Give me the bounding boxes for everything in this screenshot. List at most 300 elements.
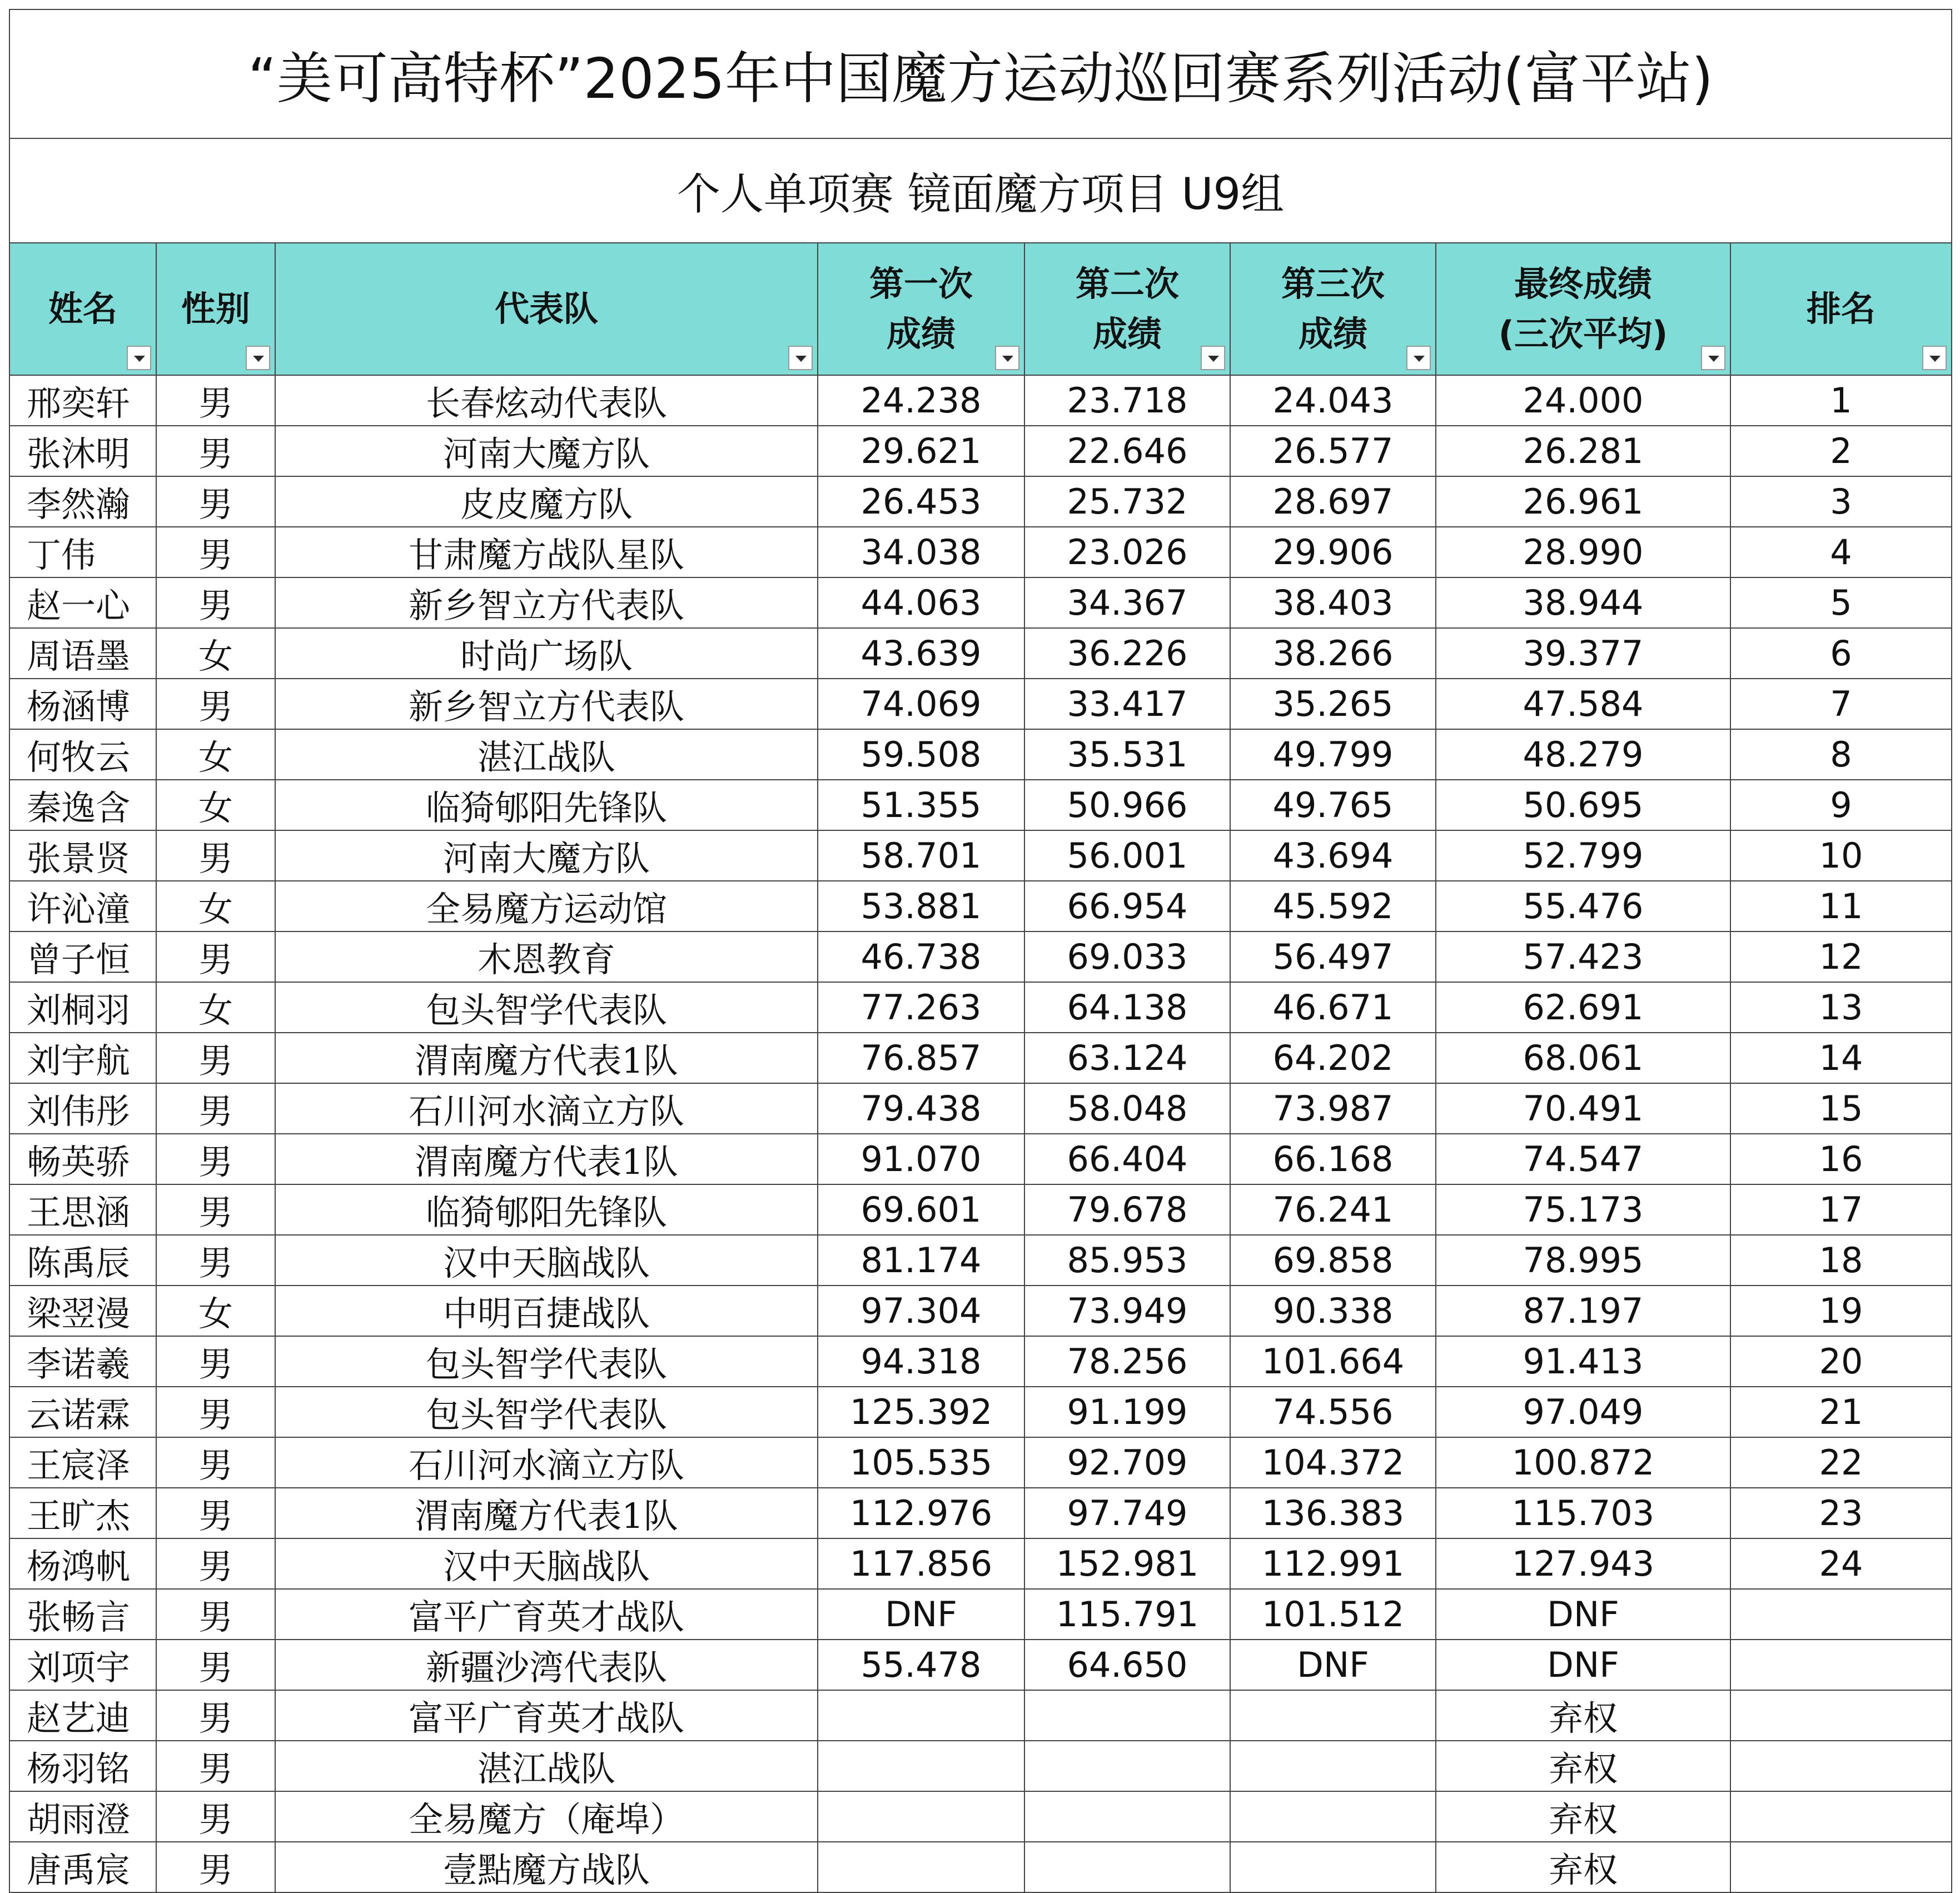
cell-rank[interactable]: 17	[1730, 1184, 1952, 1235]
header-gender	[156, 243, 275, 375]
cell-round3[interactable]: 112.991	[1230, 1538, 1436, 1589]
cell-final[interactable]: 39.377	[1436, 628, 1730, 679]
cell-final[interactable]: 100.872	[1436, 1437, 1730, 1488]
table-row	[9, 1235, 1952, 1286]
cell-round1[interactable]: 112.976	[818, 1488, 1024, 1538]
cell-team[interactable]: 石川河水滴立方队	[275, 1083, 818, 1134]
table-row	[9, 1336, 1952, 1387]
cell-round1[interactable]: 97.304	[818, 1286, 1024, 1336]
cell-rank[interactable]: 15	[1730, 1083, 1952, 1134]
cell-gender[interactable]: 男	[156, 1791, 275, 1842]
cell-name[interactable]: 李诺羲	[9, 1336, 156, 1387]
cell-round3[interactable]: 46.671	[1230, 982, 1436, 1033]
cell-round1[interactable]: 34.038	[818, 527, 1024, 577]
cell-gender[interactable]: 男	[156, 527, 275, 577]
header-round2-line2: 成绩	[1092, 313, 1162, 354]
table-row	[9, 1640, 1952, 1690]
cell-name[interactable]: 张景贤	[9, 830, 156, 881]
cell-final[interactable]: DNF	[1436, 1589, 1730, 1640]
cell-gender[interactable]: 男	[156, 1589, 275, 1640]
header-round1	[818, 243, 1024, 375]
cell-team[interactable]: 富平广育英才战队	[275, 1589, 818, 1640]
dropdown-arrow-icon[interactable]	[1406, 346, 1431, 370]
cell-name[interactable]: 邢奕轩	[9, 375, 156, 426]
cell-round2[interactable]: 35.531	[1024, 729, 1230, 780]
cell-rank[interactable]: 14	[1730, 1033, 1952, 1083]
cell-final[interactable]: 62.691	[1436, 982, 1730, 1033]
cell-final[interactable]: 28.990	[1436, 527, 1730, 577]
cell-round2[interactable]	[1024, 1690, 1230, 1741]
cell-rank[interactable]: 5	[1730, 577, 1952, 628]
cell-team[interactable]: 临猗郇阳先锋队	[275, 1184, 818, 1235]
cell-round3[interactable]: 45.592	[1230, 881, 1436, 931]
cell-team[interactable]: 湛江战队	[275, 729, 818, 780]
cell-rank[interactable]: 3	[1730, 476, 1952, 527]
cell-round1[interactable]: 51.355	[818, 780, 1024, 830]
cell-rank[interactable]: 10	[1730, 830, 1952, 881]
table-row	[9, 577, 1952, 628]
cell-round1[interactable]: 77.263	[818, 982, 1024, 1033]
cell-round2[interactable]: 22.646	[1024, 426, 1230, 476]
cell-round2[interactable]: 66.404	[1024, 1134, 1230, 1184]
cell-team[interactable]: 新乡智立方代表队	[275, 577, 818, 628]
cell-gender[interactable]: 男	[156, 1437, 275, 1488]
cell-name[interactable]: 王思涵	[9, 1184, 156, 1235]
cell-team[interactable]: 皮皮魔方队	[275, 476, 818, 527]
cell-name[interactable]: 曾子恒	[9, 931, 156, 982]
cell-name[interactable]: 刘宇航	[9, 1033, 156, 1083]
table-row	[9, 1083, 1952, 1134]
cell-round3[interactable]: 64.202	[1230, 1033, 1436, 1083]
cell-round2[interactable]: 78.256	[1024, 1336, 1230, 1387]
table-row	[9, 476, 1952, 527]
cell-round3[interactable]: 49.799	[1230, 729, 1436, 780]
cell-final[interactable]: 68.061	[1436, 1033, 1730, 1083]
cell-name[interactable]: 畅英骄	[9, 1134, 156, 1184]
results-sheet	[9, 9, 1951, 1893]
cell-gender[interactable]: 男	[156, 931, 275, 982]
cell-round3[interactable]: 49.765	[1230, 780, 1436, 830]
cell-team[interactable]: 渭南魔方代表1队	[275, 1033, 818, 1083]
cell-name[interactable]: 云诺霖	[9, 1387, 156, 1437]
cell-rank[interactable]: 24	[1730, 1538, 1952, 1589]
cell-round2[interactable]: 91.199	[1024, 1387, 1230, 1437]
cell-gender[interactable]: 男	[156, 1842, 275, 1892]
cell-rank[interactable]: 18	[1730, 1235, 1952, 1286]
cell-final[interactable]: 弃权	[1436, 1842, 1730, 1892]
cell-gender[interactable]: 女	[156, 881, 275, 931]
cell-round1[interactable]: 79.438	[818, 1083, 1024, 1134]
cell-rank[interactable]: 8	[1730, 729, 1952, 780]
cell-final[interactable]: 97.049	[1436, 1387, 1730, 1437]
cell-rank[interactable]: 16	[1730, 1134, 1952, 1184]
cell-rank[interactable]	[1730, 1589, 1952, 1640]
table-row	[9, 931, 1952, 982]
cell-final[interactable]: 弃权	[1436, 1741, 1730, 1791]
cell-round2[interactable]: 33.417	[1024, 679, 1230, 729]
cell-team[interactable]: 中明百捷战队	[275, 1286, 818, 1336]
table-row	[9, 1791, 1952, 1842]
cell-team[interactable]: 河南大魔方队	[275, 830, 818, 881]
cell-name[interactable]: 赵一心	[9, 577, 156, 628]
cell-name[interactable]: 刘伟彤	[9, 1083, 156, 1134]
cell-final[interactable]: 55.476	[1436, 881, 1730, 931]
cell-gender[interactable]: 女	[156, 729, 275, 780]
cell-name[interactable]: 许沁潼	[9, 881, 156, 931]
cell-rank[interactable]: 4	[1730, 527, 1952, 577]
cell-round3[interactable]: 26.577	[1230, 426, 1436, 476]
cell-round3[interactable]	[1230, 1690, 1436, 1741]
cell-team[interactable]: 全易魔方（庵埠）	[275, 1791, 818, 1842]
table-row	[9, 982, 1952, 1033]
cell-round3[interactable]: 28.697	[1230, 476, 1436, 527]
table-row	[9, 1134, 1952, 1184]
cell-final[interactable]: 47.584	[1436, 679, 1730, 729]
cell-round1[interactable]: DNF	[818, 1589, 1024, 1640]
cell-final[interactable]: 115.703	[1436, 1488, 1730, 1538]
cell-name[interactable]: 陈禹辰	[9, 1235, 156, 1286]
cell-final[interactable]: 48.279	[1436, 729, 1730, 780]
cell-round2[interactable]: 56.001	[1024, 830, 1230, 881]
cell-gender[interactable]: 男	[156, 1184, 275, 1235]
table-row	[9, 830, 1952, 881]
header-round1-line2: 成绩	[886, 313, 956, 354]
cell-name[interactable]: 周语墨	[9, 628, 156, 679]
table-row	[9, 729, 1952, 780]
cell-name[interactable]: 唐禹宸	[9, 1842, 156, 1892]
cell-round2[interactable]: 92.709	[1024, 1437, 1230, 1488]
cell-round2[interactable]: 64.650	[1024, 1640, 1230, 1690]
cell-round3[interactable]: 104.372	[1230, 1437, 1436, 1488]
cell-team[interactable]: 渭南魔方代表1队	[275, 1488, 818, 1538]
cell-team[interactable]: 汉中天脑战队	[275, 1235, 818, 1286]
header-round2-line1: 第二次	[1075, 263, 1179, 305]
cell-rank[interactable]: 23	[1730, 1488, 1952, 1538]
cell-final[interactable]: 78.995	[1436, 1235, 1730, 1286]
cell-rank[interactable]: 1	[1730, 375, 1952, 426]
cell-round3[interactable]: 24.043	[1230, 375, 1436, 426]
cell-team[interactable]: 渭南魔方代表1队	[275, 1134, 818, 1184]
cell-round1[interactable]: 24.238	[818, 375, 1024, 426]
cell-round2[interactable]: 64.138	[1024, 982, 1230, 1033]
cell-gender[interactable]: 女	[156, 982, 275, 1033]
column-header-row	[9, 243, 1952, 375]
cell-final[interactable]: 26.281	[1436, 426, 1730, 476]
cell-round3[interactable]: 101.664	[1230, 1336, 1436, 1387]
cell-name[interactable]: 杨涵博	[9, 679, 156, 729]
cell-round3[interactable]	[1230, 1741, 1436, 1791]
cell-round1[interactable]: 94.318	[818, 1336, 1024, 1387]
cell-final[interactable]: 127.943	[1436, 1538, 1730, 1589]
cell-round1[interactable]: 125.392	[818, 1387, 1024, 1437]
header-final-line2: (三次平均)	[1498, 313, 1668, 354]
cell-team[interactable]: 湛江战队	[275, 1741, 818, 1791]
cell-round3[interactable]	[1230, 1791, 1436, 1842]
cell-round1[interactable]: 46.738	[818, 931, 1024, 982]
cell-round2[interactable]: 73.949	[1024, 1286, 1230, 1336]
cell-gender[interactable]: 男	[156, 830, 275, 881]
table-row	[9, 1842, 1952, 1892]
cell-round3[interactable]: 73.987	[1230, 1083, 1436, 1134]
cell-final[interactable]: DNF	[1436, 1640, 1730, 1690]
cell-rank[interactable]: 20	[1730, 1336, 1952, 1387]
dropdown-arrow-icon[interactable]	[246, 346, 270, 370]
cell-round3[interactable]: 38.266	[1230, 628, 1436, 679]
header-rank-label: 排名	[1807, 288, 1876, 330]
cell-round2[interactable]: 34.367	[1024, 577, 1230, 628]
table-row	[9, 628, 1952, 679]
cell-final[interactable]: 弃权	[1436, 1791, 1730, 1842]
cell-team[interactable]: 富平广育英才战队	[275, 1690, 818, 1741]
cell-round3[interactable]	[1230, 1842, 1436, 1892]
cell-name[interactable]: 张沐明	[9, 426, 156, 476]
cell-team[interactable]: 汉中天脑战队	[275, 1538, 818, 1589]
cell-rank[interactable]: 12	[1730, 931, 1952, 982]
header-rank	[1730, 243, 1952, 375]
cell-rank[interactable]: 9	[1730, 780, 1952, 830]
cell-round1[interactable]: 26.453	[818, 476, 1024, 527]
cell-round1[interactable]: 59.508	[818, 729, 1024, 780]
cell-gender[interactable]: 女	[156, 628, 275, 679]
cell-round1[interactable]: 74.069	[818, 679, 1024, 729]
cell-round2[interactable]: 79.678	[1024, 1184, 1230, 1235]
cell-round2[interactable]: 36.226	[1024, 628, 1230, 679]
cell-name[interactable]: 梁翌漫	[9, 1286, 156, 1336]
cell-gender[interactable]: 男	[156, 1640, 275, 1690]
cell-round1[interactable]: 53.881	[818, 881, 1024, 931]
cell-round1[interactable]	[818, 1791, 1024, 1842]
cell-rank[interactable]	[1730, 1741, 1952, 1791]
cell-round2[interactable]: 23.718	[1024, 375, 1230, 426]
table-row	[9, 1690, 1952, 1741]
header-final-line1: 最终成绩	[1514, 263, 1652, 305]
cell-round2[interactable]	[1024, 1791, 1230, 1842]
table-row	[9, 1488, 1952, 1538]
table-row	[9, 1741, 1952, 1791]
cell-round2[interactable]: 152.981	[1024, 1538, 1230, 1589]
cell-team[interactable]: 包头智学代表队	[275, 1387, 818, 1437]
cell-name[interactable]: 李然瀚	[9, 476, 156, 527]
cell-final[interactable]: 87.197	[1436, 1286, 1730, 1336]
cell-rank[interactable]	[1730, 1791, 1952, 1842]
cell-name[interactable]: 胡雨澄	[9, 1791, 156, 1842]
cell-rank[interactable]: 13	[1730, 982, 1952, 1033]
cell-rank[interactable]	[1730, 1640, 1952, 1690]
cell-round3[interactable]: 66.168	[1230, 1134, 1436, 1184]
cell-team[interactable]: 包头智学代表队	[275, 1336, 818, 1387]
cell-rank[interactable]	[1730, 1690, 1952, 1741]
results-body	[9, 375, 1952, 1892]
dropdown-arrow-icon[interactable]	[788, 346, 813, 370]
cell-name[interactable]: 刘桐羽	[9, 982, 156, 1033]
header-name	[9, 243, 156, 375]
cell-round1[interactable]	[818, 1690, 1024, 1741]
cell-rank[interactable]	[1730, 1842, 1952, 1892]
cell-round2[interactable]: 66.954	[1024, 881, 1230, 931]
cell-round1[interactable]: 91.070	[818, 1134, 1024, 1184]
cell-team[interactable]: 石川河水滴立方队	[275, 1437, 818, 1488]
cell-round1[interactable]: 43.639	[818, 628, 1024, 679]
cell-round2[interactable]: 25.732	[1024, 476, 1230, 527]
cell-round2[interactable]: 69.033	[1024, 931, 1230, 982]
cell-gender[interactable]: 男	[156, 1387, 275, 1437]
cell-team[interactable]: 长春炫动代表队	[275, 375, 818, 426]
cell-rank[interactable]: 21	[1730, 1387, 1952, 1437]
header-round3	[1230, 243, 1436, 375]
cell-team[interactable]: 木恩教育	[275, 931, 818, 982]
cell-rank[interactable]: 7	[1730, 679, 1952, 729]
cell-name[interactable]: 王宸泽	[9, 1437, 156, 1488]
cell-gender[interactable]: 男	[156, 1690, 275, 1741]
cell-round1[interactable]: 117.856	[818, 1538, 1024, 1589]
page-subtitle: 个人单项赛 镜面魔方项目 U9组	[9, 138, 1952, 243]
cell-team[interactable]: 新乡智立方代表队	[275, 679, 818, 729]
cell-round1[interactable]: 105.535	[818, 1437, 1024, 1488]
cell-final[interactable]: 70.491	[1436, 1083, 1730, 1134]
dropdown-arrow-icon[interactable]	[1201, 346, 1225, 370]
dropdown-arrow-icon[interactable]	[995, 346, 1019, 370]
cell-name[interactable]: 王旷杰	[9, 1488, 156, 1538]
cell-round3[interactable]: 29.906	[1230, 527, 1436, 577]
cell-round1[interactable]: 29.621	[818, 426, 1024, 476]
cell-round2[interactable]: 115.791	[1024, 1589, 1230, 1640]
cell-round3[interactable]: 43.694	[1230, 830, 1436, 881]
table-row	[9, 780, 1952, 830]
table-row	[9, 375, 1952, 426]
cell-round2[interactable]	[1024, 1741, 1230, 1791]
cell-round1[interactable]: 69.601	[818, 1184, 1024, 1235]
cell-gender[interactable]: 男	[156, 1538, 275, 1589]
cell-rank[interactable]: 2	[1730, 426, 1952, 476]
cell-round2[interactable]: 85.953	[1024, 1235, 1230, 1286]
cell-round2[interactable]: 63.124	[1024, 1033, 1230, 1083]
cell-final[interactable]: 57.423	[1436, 931, 1730, 982]
table-row	[9, 881, 1952, 931]
cell-gender[interactable]: 男	[156, 375, 275, 426]
table-row	[9, 1286, 1952, 1336]
cell-name[interactable]: 丁伟	[9, 527, 156, 577]
cell-team[interactable]: 临猗郇阳先锋队	[275, 780, 818, 830]
cell-final[interactable]: 75.173	[1436, 1184, 1730, 1235]
cell-gender[interactable]: 男	[156, 679, 275, 729]
cell-name[interactable]: 何牧云	[9, 729, 156, 780]
cell-rank[interactable]: 11	[1730, 881, 1952, 931]
cell-round3[interactable]: 74.556	[1230, 1387, 1436, 1437]
cell-round3[interactable]: 90.338	[1230, 1286, 1436, 1336]
table-row	[9, 1538, 1952, 1589]
cell-round3[interactable]: 69.858	[1230, 1235, 1436, 1286]
cell-round3[interactable]: 35.265	[1230, 679, 1436, 729]
cell-round3[interactable]: DNF	[1230, 1640, 1436, 1690]
cell-round1[interactable]: 81.174	[818, 1235, 1024, 1286]
cell-team[interactable]: 全易魔方运动馆	[275, 881, 818, 931]
cell-round3[interactable]: 136.383	[1230, 1488, 1436, 1538]
cell-final[interactable]: 38.944	[1436, 577, 1730, 628]
table-row	[9, 1589, 1952, 1640]
cell-round3[interactable]: 101.512	[1230, 1589, 1436, 1640]
cell-team[interactable]: 包头智学代表队	[275, 982, 818, 1033]
cell-round1[interactable]	[818, 1842, 1024, 1892]
cell-round1[interactable]	[818, 1741, 1024, 1791]
cell-name[interactable]: 张畅言	[9, 1589, 156, 1640]
cell-team[interactable]: 甘肃魔方战队星队	[275, 527, 818, 577]
cell-round1[interactable]: 76.857	[818, 1033, 1024, 1083]
cell-final[interactable]: 50.695	[1436, 780, 1730, 830]
header-round2	[1024, 243, 1230, 375]
cell-gender[interactable]: 女	[156, 1286, 275, 1336]
header-round3-line1: 第三次	[1281, 263, 1385, 305]
cell-round3[interactable]: 76.241	[1230, 1184, 1436, 1235]
cell-round1[interactable]: 58.701	[818, 830, 1024, 881]
cell-team[interactable]: 新疆沙湾代表队	[275, 1640, 818, 1690]
dropdown-arrow-icon[interactable]	[1922, 346, 1947, 370]
cell-round3[interactable]: 38.403	[1230, 577, 1436, 628]
cell-final[interactable]: 弃权	[1436, 1690, 1730, 1741]
cell-rank[interactable]: 6	[1730, 628, 1952, 679]
cell-name[interactable]: 杨羽铭	[9, 1741, 156, 1791]
cell-final[interactable]: 24.000	[1436, 375, 1730, 426]
cell-name[interactable]: 刘项宇	[9, 1640, 156, 1690]
dropdown-arrow-icon[interactable]	[127, 346, 151, 370]
cell-name[interactable]: 秦逸含	[9, 780, 156, 830]
cell-round2[interactable]: 50.966	[1024, 780, 1230, 830]
cell-gender[interactable]: 男	[156, 1083, 275, 1134]
dropdown-arrow-icon[interactable]	[1701, 346, 1725, 370]
cell-gender[interactable]: 男	[156, 1336, 275, 1387]
cell-final[interactable]: 74.547	[1436, 1134, 1730, 1184]
table-row	[9, 679, 1952, 729]
cell-gender[interactable]: 男	[156, 476, 275, 527]
cell-round1[interactable]: 44.063	[818, 577, 1024, 628]
cell-round2[interactable]: 97.749	[1024, 1488, 1230, 1538]
header-round1-line1: 第一次	[869, 263, 973, 305]
table-row	[9, 1184, 1952, 1235]
cell-round3[interactable]: 56.497	[1230, 931, 1436, 982]
header-final	[1436, 243, 1730, 375]
cell-gender[interactable]: 男	[156, 1235, 275, 1286]
cell-rank[interactable]: 22	[1730, 1437, 1952, 1488]
cell-gender[interactable]: 男	[156, 426, 275, 476]
table-row	[9, 426, 1952, 476]
table-row	[9, 1033, 1952, 1083]
header-team	[275, 243, 818, 375]
cell-name[interactable]: 赵艺迪	[9, 1690, 156, 1741]
cell-team[interactable]: 壹點魔方战队	[275, 1842, 818, 1892]
cell-round2[interactable]	[1024, 1842, 1230, 1892]
cell-final[interactable]: 26.961	[1436, 476, 1730, 527]
header-team-label: 代表队	[494, 288, 598, 330]
page-title: “美可高特杯”2025年中国魔方运动巡回赛系列活动(富平站)	[9, 9, 1952, 138]
cell-round1[interactable]: 55.478	[818, 1640, 1024, 1690]
cell-gender[interactable]: 男	[156, 1033, 275, 1083]
cell-gender[interactable]: 女	[156, 780, 275, 830]
cell-gender[interactable]: 男	[156, 577, 275, 628]
table-row	[9, 527, 1952, 577]
cell-gender[interactable]: 男	[156, 1488, 275, 1538]
cell-team[interactable]: 河南大魔方队	[275, 426, 818, 476]
results-table	[9, 9, 1952, 1893]
cell-team[interactable]: 时尚广场队	[275, 628, 818, 679]
cell-gender[interactable]: 男	[156, 1741, 275, 1791]
cell-round2[interactable]: 58.048	[1024, 1083, 1230, 1134]
cell-rank[interactable]: 19	[1730, 1286, 1952, 1336]
cell-name[interactable]: 杨鸿帆	[9, 1538, 156, 1589]
cell-final[interactable]: 91.413	[1436, 1336, 1730, 1387]
table-row	[9, 1437, 1952, 1488]
cell-gender[interactable]: 男	[156, 1134, 275, 1184]
cell-round2[interactable]: 23.026	[1024, 527, 1230, 577]
cell-final[interactable]: 52.799	[1436, 830, 1730, 881]
